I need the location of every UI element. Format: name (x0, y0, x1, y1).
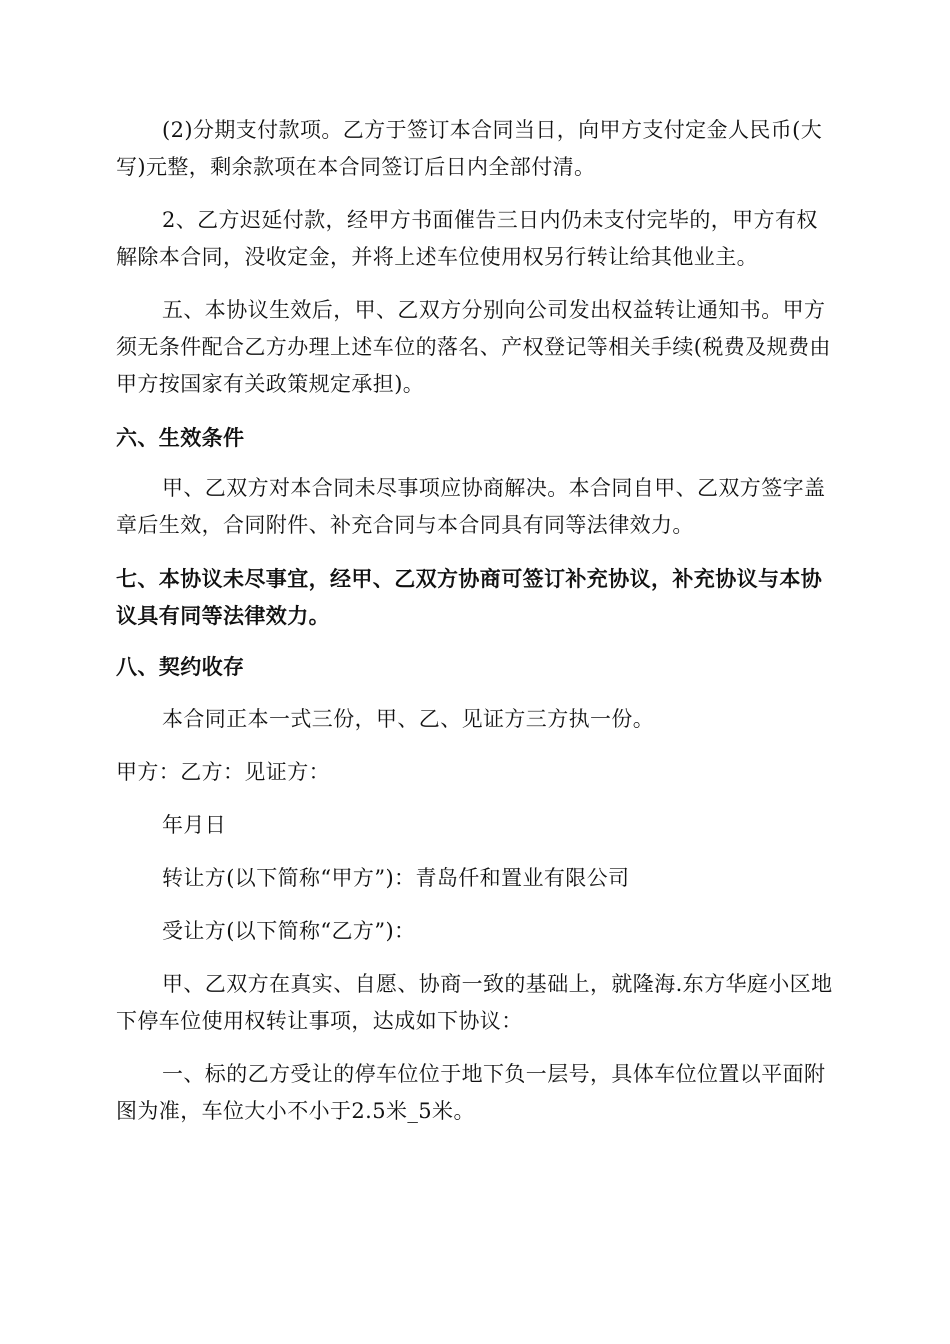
section-heading-contract-copies: 八、契约收存 (116, 654, 245, 679)
document-page (116, 112, 834, 1130)
contract-copies-paragraph: 本合同正本一式三份，甲、乙、见证方三方执一份。 (162, 707, 655, 731)
effective-conditions-paragraph: 甲、乙双方对本合同未尽事项应协商解决。本合同自甲、乙双方签字盖章后生效，合同附件、补充合同与本合同具有同等法律效力。 (116, 476, 826, 537)
payment-installment-paragraph: (2)分期支付款项。乙方于签订本合同当日，向甲方支付定金人民币(大写)元整，剩余款项在本合同签订后日内全部付清。 (116, 118, 823, 179)
late-payment-paragraph: 2、乙方迟延付款，经甲方书面催告三日内仍未支付完毕的，甲方有权解除本合同，没收定金，并将上述车位使用权另行转让给其他业主。 (116, 208, 818, 269)
transferor-line: 转让方(以下简称“甲方”)：青岛仟和置业有限公司 (162, 866, 630, 890)
signature-parties-line: 甲方：乙方：见证方： (116, 760, 330, 784)
section-heading-effective-conditions: 六、生效条件 (116, 425, 245, 450)
transferee-line: 受让方(以下简称“乙方”)： (162, 919, 416, 943)
date-line: 年月日 (162, 813, 227, 837)
supplementary-agreement-heading: 七、本协议未尽事宜，经甲、乙双方协商可签订补充协议，补充协议与本协议具有同等法律效力。 (116, 566, 823, 628)
parking-space-paragraph: 一、标的乙方受让的停车位位于地下负一层号，具体车位位置以平面附图为准，车位大小不小于2.5米_5米。 (116, 1062, 826, 1123)
effect-notice-paragraph: 五、本协议生效后，甲、乙双方分别向公司发出权益转让通知书。甲方须无条件配合乙方办理上述车位的落名、产权登记等相关手续(税费及规费由甲方按国家有关政策规定承担)。 (116, 298, 831, 396)
agreement-intro-paragraph: 甲、乙双方在真实、自愿、协商一致的基础上，就隆海.东方华庭小区地下停车位使用权转让事项，达成如下协议： (116, 972, 833, 1033)
